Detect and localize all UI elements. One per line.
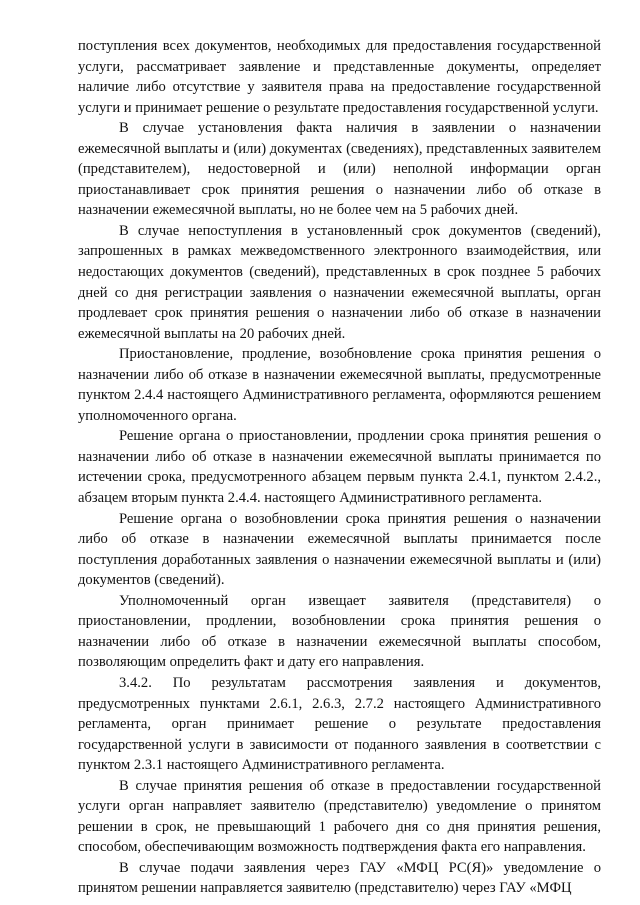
paragraph-decision-form: Приостановление, продление, возобновление срока принятия решения о назначении либо об отказе в назначении ежемесячной выплаты, предусмотренные пунктом 2.4.4 настоящего Административного регламента, оформляются решением уполномоченного органа.: [78, 346, 601, 424]
paragraph-3-4-2: 3.4.2. По результатам рассмотрения заявления и документов, предусмотренных пунктами 2.6.1, 2.6.3, 2.7.2 настоящего Административного регламента, орган принимает решение о результате предоставления государственной услуги в зависимости от поданного заявления в соответствии с пунктом 2.3.1 настоящего Административного регламента.: [78, 674, 601, 774]
paragraph-extension: В случае непоступления в установленный срок документов (сведений), запрошенных в рамках межведомственного электронного взаимодействия, или недостающих документов (сведений), представленных в срок позднее 5 рабочих дней со дня регистрации заявления о назначении ежемесячной выплаты, орган продлевает срок принятия решения о назначении либо об отказе в назначении ежемесячной выплаты на 20 рабочих дней.: [78, 222, 601, 342]
paragraph-refusal: В случае принятия решения об отказе в предоставлении государственной услуги орган направляет заявителю (представителю) уведомление о принятом решении в срок, не превышающий 1 рабочего дня со дня принятия решения, способом, обеспечивающим возможность подтверждения факта его направления.: [78, 777, 601, 856]
paragraph-continuation: поступления всех документов, необходимых для предоставления государственной услуги, рассматривает заявление и представленные документы, определяет наличие либо отсутствие у заявителя права на предоставление государственной услуги и принимает решение о результате предоставления государственной услуги.: [78, 38, 601, 116]
paragraph-decision-suspension: Решение органа о приостановлении, продлении срока принятия решения о назначении либо об отказе в назначении ежемесячной выплаты принимается по истечении срока, предусмотренного абзацем первым пункта 2.4.1, пунктом 2.4.2., абзацем вторым пункта 2.4.4. настоящего Административного регламента.: [78, 428, 601, 507]
paragraph-notification: Уполномоченный орган извещает заявителя (представителя) о приостановлении, продлении, возобновлении срока принятия решения о назначении либо об отказе в назначении ежемесячной выплаты способом, позволяющим определить факт и дату его направления.: [78, 592, 601, 671]
document-page: [78, 36, 601, 899]
paragraph-mfc: В случае подачи заявления через ГАУ «МФЦ РС(Я)» уведомление о принятом решении направляется заявителю (представителю) через ГАУ «МФЦ: [78, 859, 601, 897]
paragraph-decision-resumption: Решение органа о возобновлении срока принятия решения о назначении либо об отказе в назначении ежемесячной выплаты принимается после поступления доработанных заявления о назначении ежемесячной выплаты и (или) документов (сведений).: [78, 510, 601, 589]
paragraph-suspension: В случае установления факта наличия в заявлении о назначении ежемесячной выплаты и (или) документах (сведениях), представленных заявителем (представителем), недостоверной и (или) неполной информации орган приостанавливает срок принятия решения о назначении либо об отказе в назначении ежемесячной выплаты, но не более чем на 5 рабочих дней.: [78, 120, 601, 219]
